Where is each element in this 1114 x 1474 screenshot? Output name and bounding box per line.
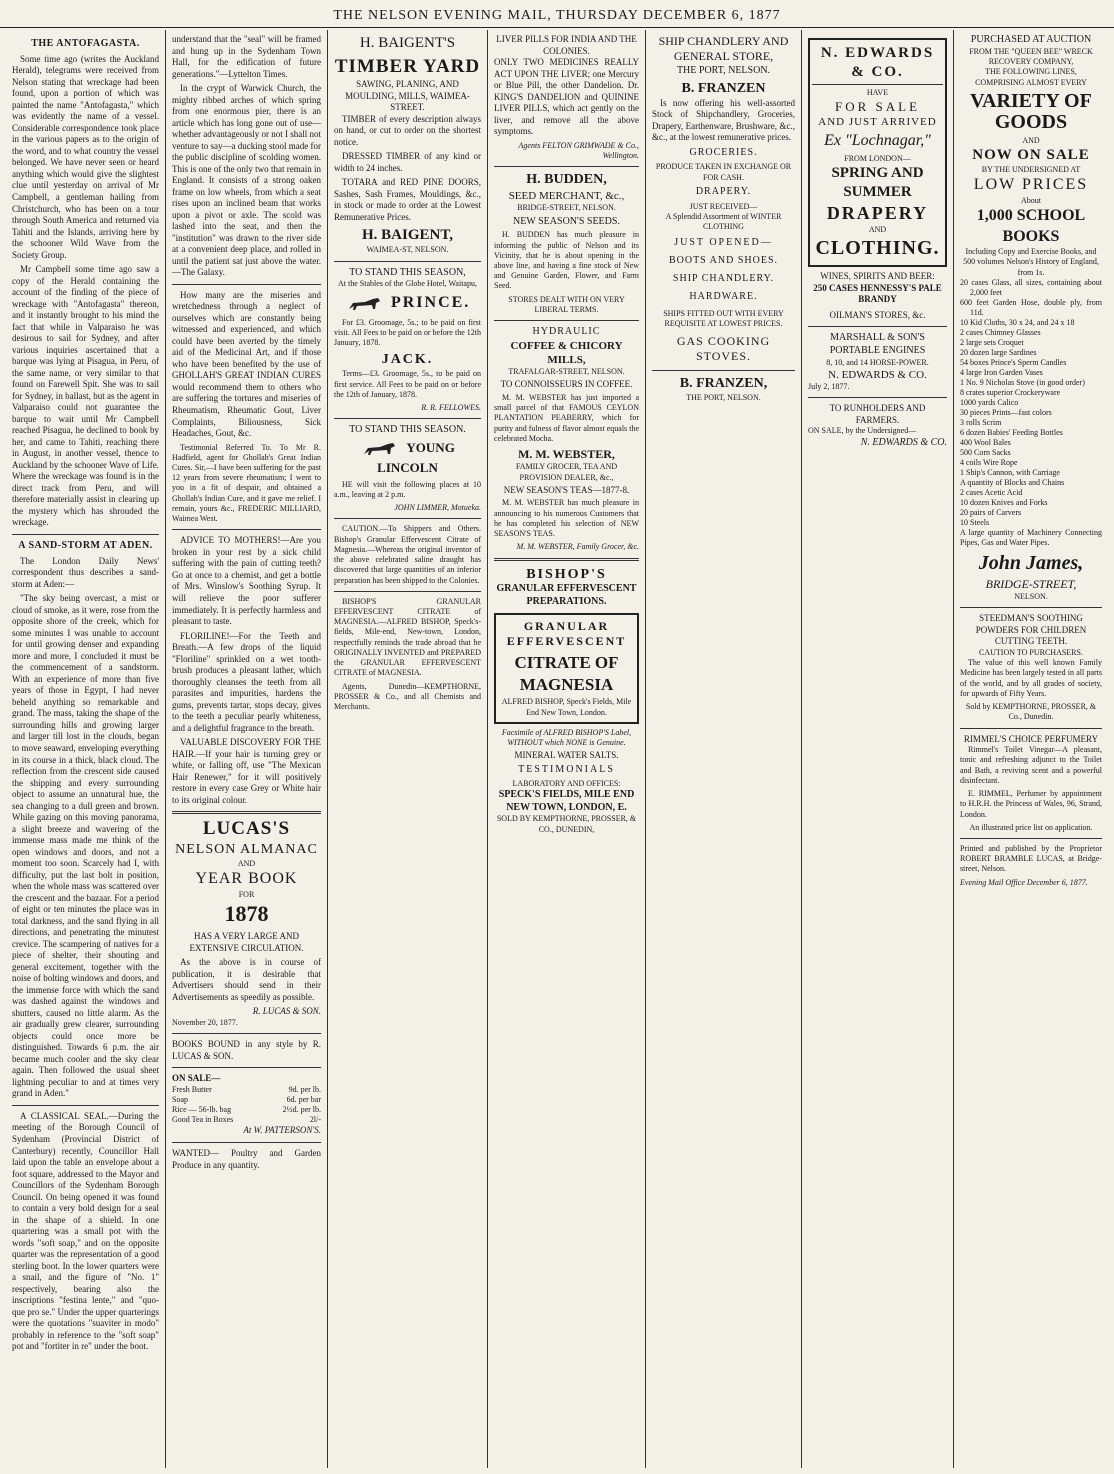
divider bbox=[172, 1142, 321, 1143]
auction-line: About bbox=[1021, 195, 1041, 205]
steedman-sold-by: Sold by KEMPTHORNE, PROSSER, & Co., Dunedin. bbox=[965, 702, 1097, 722]
advert-paragraph: Testimonial Referred To. To Mr R. Hadfield, agent for Ghollah's Great Indian Cures. Sir,—I have been suffering for the past 12 years from severe rheumatism; I went to you in a fit of despair, and obtained a Ghollah's Indian Cure, and it gave me relief. I remain, yours &c., FREDERIC MILLIARD, Waimea West. bbox=[172, 442, 321, 524]
almanac-circulation: HAS A VERY LARGE AND EXTENSIVE CIRCULATION. bbox=[189, 931, 304, 953]
rimmel-heading: RIMMEL'S CHOICE PERFUMERY bbox=[963, 733, 1099, 744]
sale-item: Soap 6d. per bar bbox=[172, 1094, 321, 1104]
webster-subheading: TO CONNOISSEURS IN COFFEE. bbox=[500, 379, 633, 390]
bishop-section: MINERAL WATER SALTS. bbox=[514, 750, 619, 761]
divider bbox=[12, 1105, 159, 1106]
edwards-banner bbox=[808, 38, 947, 267]
list-item: 54 boxes Prince's Sperm Candles bbox=[960, 357, 1067, 367]
auction-title: VARIETY OF GOODS bbox=[970, 89, 1092, 133]
list-item: 2 large sets Croquet bbox=[960, 337, 1024, 347]
column-3 bbox=[328, 30, 488, 1468]
edwards-line: AND bbox=[868, 225, 887, 235]
bishop-section: TESTIMONIALS bbox=[518, 763, 615, 775]
stallion-name: PRINCE. bbox=[390, 293, 471, 311]
franzen-address: THE PORT, NELSON. bbox=[676, 64, 771, 76]
masthead: THE NELSON EVENING MAIL, THURSDAY DECEMBER 6, 1877 bbox=[0, 0, 1114, 28]
list-item: 4 large Iron Garden Vases bbox=[960, 367, 1043, 377]
column-4 bbox=[488, 30, 646, 1468]
franzen-section: SHIP CHANDLERY. bbox=[672, 273, 775, 285]
auction-line: AND bbox=[1022, 135, 1040, 145]
list-item: 20 pairs of Carvers bbox=[960, 507, 1022, 517]
divider bbox=[960, 607, 1102, 608]
franzen-section: GAS COOKING STOVES. bbox=[676, 334, 771, 364]
list-item: 20 cases Glass, all sizes, containing about 2,000 feet bbox=[960, 277, 1102, 297]
auction-line: NOW ON SALE bbox=[972, 146, 1090, 163]
advert-paragraph: FLORILINE!—For the Teeth and Breath.—A few drops of the liquid "Floriline" sprinkled on a wet tooth-brush produces a pleasant lather, which thoroughly cleanses the teeth from all parasites and impurities, hardens the gums, prevents tartar, stops decay, gives to the teeth a peculiar pearly whiteness, and a delightful fragrance to the breath. bbox=[172, 630, 321, 733]
divider bbox=[172, 1067, 321, 1068]
edwards-line: 250 CASES HENNESSY'S PALE BRANDY bbox=[813, 282, 942, 305]
article-paragraph: Some time ago (writes the Auckland Herald), telegrams were received from Nelson stating that wreckage had been found, upon a portion of which was painted the name "Antofagasta," which was evidently the name of a vessel. Considerable correspondence took place in the various papers as to the origin of the word, and to what country the vessel belonged. We have never seen or heard anything which would give the slightest clue until yesterday on arrival of Mr Campbell, a gentleman hailing from Christchurch, who has been on a tour through South America and returned via Tahiti and the Islands, arriving here by the schooner Wild Wave from the Society Group. bbox=[12, 53, 159, 260]
franzen-note: A Splendid Assortment of WINTER CLOTHING bbox=[665, 211, 782, 232]
column-7 bbox=[954, 30, 1108, 1468]
almanac-year: 1878 bbox=[224, 901, 269, 926]
advert-paragraph: DRESSED TIMBER of any kind or width to 24 inches. bbox=[334, 151, 481, 173]
edwards-line: AND JUST ARRIVED bbox=[818, 116, 937, 129]
column-1 bbox=[6, 30, 166, 1468]
engines-heading: MARSHALL & SON'S PORTABLE ENGINES bbox=[829, 332, 926, 357]
almanac-yearbook: YEAR BOOK bbox=[195, 870, 298, 888]
stud-terms: HE will visit the following places at 10 a.m., leaving at 2 p.m. bbox=[334, 479, 481, 499]
james-name: John James, bbox=[978, 552, 1084, 575]
james-town: NELSON. bbox=[1014, 592, 1048, 602]
webster-title: COFFEE & CHICORY MILLS, bbox=[510, 339, 623, 367]
franzen-address: THE PORT, NELSON. bbox=[686, 392, 761, 402]
divider bbox=[652, 370, 795, 371]
bishop-label-illustration bbox=[494, 613, 639, 724]
edwards-line: CLOTHING. bbox=[815, 236, 940, 259]
engines-power: 8, 10, and 14 HORSE-POWER. bbox=[826, 357, 929, 367]
franzen-section: JUST OPENED— bbox=[674, 237, 773, 249]
article-heading: THE ANTOFAGASTA. bbox=[31, 38, 140, 49]
advert-paragraph: M. M. WEBSTER has just imported a small parcel of that FAMOUS CEYLON PLANTATION PEABERRY, which for purity and fulness of flavor almost equals the celebrated Mocha. bbox=[494, 392, 639, 443]
column-2 bbox=[166, 30, 328, 1468]
bishop-sold-by: SOLD BY KEMPTHORNE, PROSSER, & CO., DUNEDIN, bbox=[496, 814, 637, 834]
advert-paragraph: M. M. WEBSTER has much pleasure in announcing to his numerous Customers that he has completed his selection of NEW SEASON'S TEAS. bbox=[494, 498, 639, 539]
almanac-and: AND bbox=[237, 859, 256, 869]
list-item: 2 cases Chimney Glasses bbox=[960, 327, 1041, 337]
caution-notice: CAUTION.—To Shippers and Others. Bishop's Granular Effervescent Citrate of Magnesia.—Whereas the original inventor of the above celebrated saline draught has discovered that large quantities of an inferior preparation has been shipped to the Colonies. bbox=[334, 524, 481, 585]
list-item: 30 pieces Prints—fast colors bbox=[960, 407, 1052, 417]
auction-heading: PURCHASED AT AUCTION bbox=[970, 34, 1092, 45]
divider bbox=[172, 1033, 321, 1034]
stallion-name: JACK. bbox=[381, 352, 434, 368]
steedman-heading: STEEDMAN'S SOOTHING POWDERS FOR CHILDREN CUTTING TEETH. bbox=[975, 613, 1087, 647]
list-item: 1 Ship's Cannon, with Carriage bbox=[960, 467, 1060, 477]
list-item: 10 dozen Knives and Forks bbox=[960, 497, 1048, 507]
baigent-subtitle: SAWING, PLANING, AND MOULDING, MILLS, WAIMEA-STREET. bbox=[345, 79, 470, 113]
almanac-title: LUCAS'S bbox=[202, 818, 291, 840]
list-item: 600 feet Garden Hose, double ply, from 11d. bbox=[960, 297, 1102, 317]
bishop-address: SPECK'S FIELDS, MILE END NEW TOWN, LONDON, E. bbox=[498, 788, 635, 813]
stud-heading: TO STAND THIS SEASON, bbox=[349, 266, 466, 278]
advert-paragraph: TOTARA and RED PINE DOORS, Sashes, Sash Frames, Mouldings, &c., in stock or made to order at the Lowest Remunerative Prices. bbox=[334, 177, 481, 222]
edwards-ship: Ex "Lochnagar," bbox=[824, 132, 931, 150]
franzen-note: SHIPS FITTED OUT WITH EVERY REQUISITE AT LOWEST PRICES. bbox=[663, 308, 784, 328]
franzen-note: PRODUCE TAKEN IN EXCHANGE OR FOR CASH. bbox=[655, 162, 792, 182]
list-item: 6 dozen Babies' Feeding Bottles bbox=[960, 427, 1063, 437]
stud-terms: Terms—£3. Groomage, 5s., to be paid on first service. All Fees to be paid on or before the 12th of January, 1878. bbox=[334, 369, 481, 399]
franzen-section: DRAPERY. bbox=[695, 185, 752, 197]
advert-paragraph: ONLY TWO MEDICINES REALLY ACT UPON THE LIVER; one Mercury or Blue Pill, the other Dandelion. Dr. KING'S DANDELION and QUININE LIVER PILLS, which act gently on the liver, and remove all the above symptoms. bbox=[494, 57, 639, 137]
budden-name: H. BUDDEN, bbox=[526, 172, 607, 188]
sale-item: Good Tea in Boxes 2l/- bbox=[172, 1115, 321, 1125]
runholders-signature: N. EDWARDS & CO. bbox=[860, 436, 947, 448]
stud-signature: JOHN LIMMER, Motueka. bbox=[394, 503, 481, 513]
list-item: 10 Kid Cloths, 30 x 24, and 24 x 18 bbox=[960, 317, 1075, 327]
page-columns bbox=[6, 30, 1108, 1468]
bishop-offices: LABORATORY AND OFFICES: bbox=[512, 778, 621, 788]
list-item: 2 cases Acetic Acid bbox=[960, 487, 1023, 497]
label-line: CITRATE OF MAGNESIA bbox=[514, 652, 619, 694]
webster-trade: FAMILY GROCER, TEA AND PROVISION DEALER, &c., bbox=[515, 462, 618, 482]
stud-location: At the Stables of the Globe Hotel, Waitapu, bbox=[338, 279, 477, 289]
edwards-line: FOR SALE bbox=[834, 98, 921, 114]
article-paragraph: understand that the "seal" will be framed and hung up in the Sydenham Town Hall, for the edification of future generations."—Lyttelton Times. bbox=[172, 34, 321, 79]
list-item: 4 coils Wire Rope bbox=[960, 457, 1018, 467]
budden-heading: NEW SEASON'S SEEDS. bbox=[513, 215, 620, 227]
engines-signature: N. EDWARDS & CO. bbox=[828, 369, 927, 382]
advert-paragraph: VALUABLE DISCOVERY FOR THE HAIR.—If your hair is turning grey or white, or falling off, use "The Mexican Hair Renewer," for it will positively restore in every case Grey or White hair to its original colour. bbox=[172, 737, 321, 805]
edwards-line: SPRING AND SUMMER bbox=[831, 165, 924, 201]
webster-subheading: NEW SEASON'S TEAS—1877-8. bbox=[503, 484, 630, 495]
label-line: GRANULAR EFFERVESCENT bbox=[506, 619, 627, 649]
franzen-note: JUST RECEIVED— bbox=[689, 201, 758, 211]
sale-signature: At W. PATTERSON'S. bbox=[243, 1125, 321, 1136]
bishop-heading: BISHOP'S bbox=[526, 566, 607, 582]
edwards-line: HAVE bbox=[866, 88, 889, 98]
article-heading: A SAND-STORM AT ADEN. bbox=[18, 539, 153, 551]
edwards-section: WINES, SPIRITS AND BEER: bbox=[820, 271, 935, 282]
divider bbox=[808, 397, 947, 398]
budden-address: BRIDGE-STREET, NELSON. bbox=[517, 203, 616, 213]
imprint-date: Evening Mail Office December 6, 1877. bbox=[960, 877, 1088, 887]
bishop-notice: BISHOP'S GRANULAR EFFERVESCENT CITRATE of MAGNESIA.—ALFRED BISHOP, Speck's-fields, Mile-end, New-town, London, respectfully reminds the trade abroad that he ORIGINALLY INVENTED and PREPARED the GRANULAR EFFERVESCENT CITRATE of MAGNESIA. bbox=[334, 596, 481, 678]
runholders-sale: ON SALE, by the Undersigned— bbox=[808, 426, 917, 436]
edwards-name: N. EDWARDS & CO. bbox=[812, 44, 943, 85]
divider bbox=[12, 534, 159, 535]
divider bbox=[494, 558, 639, 561]
advert-paragraph: ADVICE TO MOTHERS!—Are you broken in your rest by a sick child suffering with the pain of cutting teeth? Go at once to a chemist, and get a bottle of Mrs. Winslow's Soothing Syrup. It will relieve the poor sufferer immediately. It is perfectly harmless and pleasant to taste. bbox=[172, 535, 321, 627]
webster-heading: HYDRAULIC bbox=[532, 326, 601, 338]
baigent-title: TIMBER YARD bbox=[334, 56, 481, 78]
stud-heading: TO STAND THIS SEASON. bbox=[349, 424, 466, 436]
auction-line: BY THE UNDERSIGNED AT bbox=[981, 165, 1081, 175]
advert-paragraph: H. BUDDEN has much pleasure in informing the public of Nelson and its Vicinity, that he is about opening in the above line, and having a fine stock of New and Genuine Garden, Flower, and Farm Seed. bbox=[494, 230, 639, 291]
sale-heading: ON SALE— bbox=[172, 1073, 221, 1084]
auction-line: 1,000 SCHOOL BOOKS bbox=[976, 207, 1086, 245]
stallion-name: YOUNG LINCOLN bbox=[377, 440, 455, 475]
list-item: 3 rolls Scrim bbox=[960, 417, 1002, 427]
divider bbox=[334, 418, 481, 419]
article-paragraph: The London Daily News' correspondent thus describes a sand-storm at Aden:— bbox=[12, 555, 159, 589]
webster-signature: M. M. WEBSTER, Family Grocer, &c. bbox=[516, 542, 639, 552]
edwards-section: OILMAN'S STORES, &c. bbox=[829, 309, 926, 320]
divider bbox=[960, 728, 1102, 729]
divider bbox=[334, 591, 481, 592]
auction-line: LOW PRICES bbox=[973, 176, 1089, 194]
franzen-section: HARDWARE. bbox=[689, 290, 758, 302]
advert-paragraph: Rimmel's Toilet Vinegar—A pleasant, tonic and refreshing adjunct to the Toilet and Bath, a reviving scent and a powerful disinfectant. bbox=[960, 745, 1102, 785]
advert-paragraph: Is now offering his well-assorted Stock of Shipchandlery, Groceries, Drapery, Earthenware, Brushware, &c., &c., at the lowest remunerative prices. bbox=[652, 97, 795, 143]
article-paragraph: In the crypt of Warwick Church, the mighty ribbed arches of which spring from one enormous pier, there is an article which has long gone out of use—whether advantageously or not I shall not venture to say—a ducking stool made for the public discipline of scolding women. This is one of the only two that remain in England. It consists of a strong oaken frame on low wheels, from which a seat rises upon an inclined beam that works upon a pivot or axle. The scold was lashed into the seat, and then the "institution" was drawn to the river side at a convenient deep place, and rolled in until the patient sat just above the water.—The Galaxy. bbox=[172, 83, 321, 278]
list-item: A quantity of Blocks and Chains bbox=[960, 477, 1065, 487]
article-paragraph: Mr Campbell some time ago saw a copy of the Herald containing the account of the finding of the piece of wreckage with "Antofagasta" thereon, and it instantly brought to his mind the fact that while in Valparaiso he was desirous to sail for Sydney, and after various inquiries ascertained that a barque was lying at Pisagua, in Peru, of the same name, or very similar to that found on Farewell Spit. She was to sail for Sydney, in ballast, but as the agent in Valparaiso could not guarantee the barque to wait until Mr Campbell reached Pisagua, he declined to book by her, and came to Tahiti, reaching there in August, in another vessel, thence to Auckland by the schooner Wave of Life. Where the wreckage was found is in the direct track from Peru, and will therefore materially assist in clearing up the mystery which has shrouded the wreckage. bbox=[12, 264, 159, 528]
auction-footer: A large quantity of Machinery Connecting Pipes, Gas and Water Pipes. bbox=[960, 527, 1102, 547]
label-line: ALFRED BISHOP, Speck's Fields, Mile End New Town, London. bbox=[501, 697, 632, 717]
divider bbox=[334, 518, 481, 519]
auction-list bbox=[960, 278, 1102, 528]
divider bbox=[494, 166, 639, 167]
column-5 bbox=[646, 30, 802, 1468]
franzen-section: BOOTS AND SHOES. bbox=[668, 255, 779, 267]
advert-paragraph: The value of this well known Family Medicine has been largely tested in all parts of the world, and by all grades of society, for upwards of Fifty Years. bbox=[960, 658, 1102, 698]
baigent-address: WAIMEA-ST, NELSON. bbox=[366, 245, 449, 255]
edwards-line: DRAPERY bbox=[826, 203, 929, 224]
sale-list bbox=[172, 1085, 321, 1126]
franzen-name: B. FRANZEN bbox=[681, 80, 766, 96]
divider bbox=[172, 529, 321, 530]
almanac-subtitle: NELSON ALMANAC bbox=[175, 842, 318, 858]
almanac-date: November 20, 1877. bbox=[172, 1017, 238, 1027]
wanted-ad: WANTED— Poultry and Garden Produce in any quantity. bbox=[172, 1148, 321, 1170]
list-item: 20 dozen large Sardines bbox=[960, 347, 1037, 357]
list-item: 1 No. 9 Nicholas Stove (in good order) bbox=[960, 377, 1085, 387]
webster-name: M. M. WEBSTER, bbox=[518, 447, 615, 462]
franzen-heading: SHIP CHANDLERY AND GENERAL STORE, bbox=[658, 34, 789, 64]
divider bbox=[172, 811, 321, 814]
article-paragraph: A CLASSICAL SEAL.—During the meeting of the Borough Council of Sydenham (Provincial District of Canterbury) recently, Councillor Hall laid upon the table an envelope about a foot square, addressed to the Mayor and Councillors of the Sydenham Borough Council. On being opened it was found to contain a very bold design for a seal in the shape of a shield. In one quartering was a small pot with the words "soft soap," and on the opposite quarter was the representation of a good sterling boot. In the lower quarters were a snail, and the figure of "No. 1" respectively, bearing also the inscriptions "festina lente," and "quo-que pro se." Under the upper quarterings were the quotations "suaviter in modo" probably in reference to the "soft soap" pot and "fortiter in re" under the boot. bbox=[12, 1110, 159, 1352]
bishop-agents: Agents, Dunedin—KEMPTHORNE, PROSSER & Co., and all Chemists and Merchants. bbox=[334, 681, 481, 712]
advert-paragraph: TIMBER of every description always on hand, or cut to order on the shortest notice. bbox=[334, 113, 481, 147]
divider bbox=[334, 261, 481, 262]
stud-terms: For £3. Groomage, 5s.; to be paid on first visit. All Fees to be paid on or before the 12th January, 1878. bbox=[334, 317, 481, 348]
liver-heading: LIVER PILLS FOR INDIA AND THE COLONIES. bbox=[496, 34, 637, 56]
list-item: 10 Steels bbox=[960, 517, 990, 527]
liver-agents: Agents FELTON GRIMWADE & Co., Wellington. bbox=[518, 140, 639, 160]
edwards-line: FROM LONDON— bbox=[844, 153, 911, 163]
franzen-section: GROCERIES. bbox=[689, 146, 758, 158]
james-street: BRIDGE-STREET, bbox=[985, 576, 1077, 591]
auction-line: FROM THE "QUEEN BEE" WRECK RECOVERY COMPANY, bbox=[969, 46, 1093, 67]
engines-date: July 2, 1877. bbox=[808, 382, 850, 392]
auction-line: Including Copy and Exercise Books, and 500 volumes Nelson's History of England, from 1s. bbox=[963, 247, 1099, 277]
sale-item: Rice — 56-lb. bag 2½d. per lb. bbox=[172, 1105, 321, 1115]
bishop-facsimile-note: Facsimile of ALFRED BISHOP'S Label, WITHOUT which NONE is Genuine. bbox=[501, 727, 632, 747]
list-item: 400 Wool Bales bbox=[960, 437, 1011, 447]
webster-address: TRAFALGAR-STREET, NELSON. bbox=[508, 367, 625, 377]
article-paragraph: "The sky being overcast, a mist or cloud of smoke, as it were, rose from the opposite shore of the creek, which for some minutes I was unable to account for until growing denser and expanding more and more, I concluded it must be the commencement of a sandstorm. With an experience of more than five years of those in Egypt, I had never beheld anything so remarkable and grand. The mass, taking the shape of the surrounding hills and growing larger and larger till lost in the clouds, began to move seaward, enveloping everything in its course in a thick, black cloud. The reflection from the crescent side caused the shipping and every surrounding object to assume an unnatural hue, the sea changing to a dull green and brown. While gazing on this moving panorama, a slight breeze and wavering of the immense mass made me think of the open windows and doors, and not a moment too soon. Scarcely had I, with difficulty, put the last bolt in position, when the whole mass was scattered over the crescent and the bazaar. For a period of eight or ten minutes the place was in total darkness, and the sand flying in all directions, and penetrating the minutest crevice. The scampering of natives for a piece of shelter, their shouting and general excitement, together with the noise of bolting windows and doors, and the immense force with which the sand was dashed against the windows and shutters, caused no little alarm. As the air gradually grew clearer, surrounding objects could once more be distinguished. Towards 6 p.m. the air became much cooler and the sky clear again. Then followed the usual sheet lightning peculiar to and at times very grand in Aden." bbox=[12, 593, 159, 1099]
steedman-caution: CAUTION TO PURCHASERS. bbox=[979, 647, 1083, 657]
column-6 bbox=[802, 30, 954, 1468]
almanac-for: FOR bbox=[238, 889, 255, 899]
budden-title: SEED MERCHANT, &c., bbox=[508, 190, 625, 203]
advert-paragraph: E. RIMMEL, Perfumer by appointment to H.R.H. the Princess of Wales, 96, Strand, London. bbox=[960, 789, 1102, 819]
rimmel-pricelist: An illustrated price list on application. bbox=[969, 822, 1093, 832]
baigent-name: H. BAIGENT'S bbox=[359, 35, 456, 51]
auction-line: THE FOLLOWING LINES, COMPRISING ALMOST EVERY bbox=[975, 67, 1087, 87]
budden-terms: STORES DEALT WITH ON VERY LIBERAL TERMS. bbox=[508, 294, 625, 314]
advert-paragraph: How many are the miseries and wretchedness through a neglect of ourselves which are constantly being witnessed and experienced, and which could have been averted by the timely aid of the Medicinal Art, and if those who have been benefited by the use of GHOLLAH'S GREAT INDIAN CURES would recommend them to others who are suffering the tortures and miseries of Rheumatism, Rheumatic Gout, Liver Complaints, Biliousness, Sick Headaches, Gout, &c. bbox=[172, 289, 321, 439]
books-bound-ad: BOOKS BOUND in any style by R. LUCAS & SON. bbox=[172, 1039, 321, 1061]
divider bbox=[172, 284, 321, 285]
divider bbox=[494, 320, 639, 321]
stud-signature: R. R. FELLOWES. bbox=[421, 402, 481, 412]
list-item: 1000 yards Calico bbox=[960, 397, 1019, 407]
divider bbox=[960, 838, 1102, 839]
list-item: 500 Corn Sacks bbox=[960, 447, 1011, 457]
list-item: 8 crates superior Crockeryware bbox=[960, 387, 1061, 397]
bishop-subheading: GRANULAR EFFERVESCENT PREPARATIONS. bbox=[496, 583, 637, 608]
almanac-notice: As the above is in course of publication, it is desirable that Advertisers should send in their Advertisements as speedily as possible. bbox=[172, 957, 321, 1002]
baigent-signature: H. BAIGENT, bbox=[362, 227, 453, 244]
runholders-heading: TO RUNHOLDERS AND FARMERS. bbox=[829, 403, 926, 425]
horse-icon bbox=[345, 295, 385, 315]
almanac-signature: R. LUCAS & SON. bbox=[252, 1006, 321, 1017]
horse-icon bbox=[360, 440, 400, 460]
divider bbox=[808, 326, 947, 327]
sale-item: Fresh Butter 9d. per lb. bbox=[172, 1084, 321, 1094]
franzen-signature: B. FRANZEN, bbox=[679, 375, 768, 391]
imprint: Printed and published by the Proprietor ROBERT BRAMBLE LUCAS, at Bridge-street, Nelson. bbox=[960, 843, 1102, 874]
